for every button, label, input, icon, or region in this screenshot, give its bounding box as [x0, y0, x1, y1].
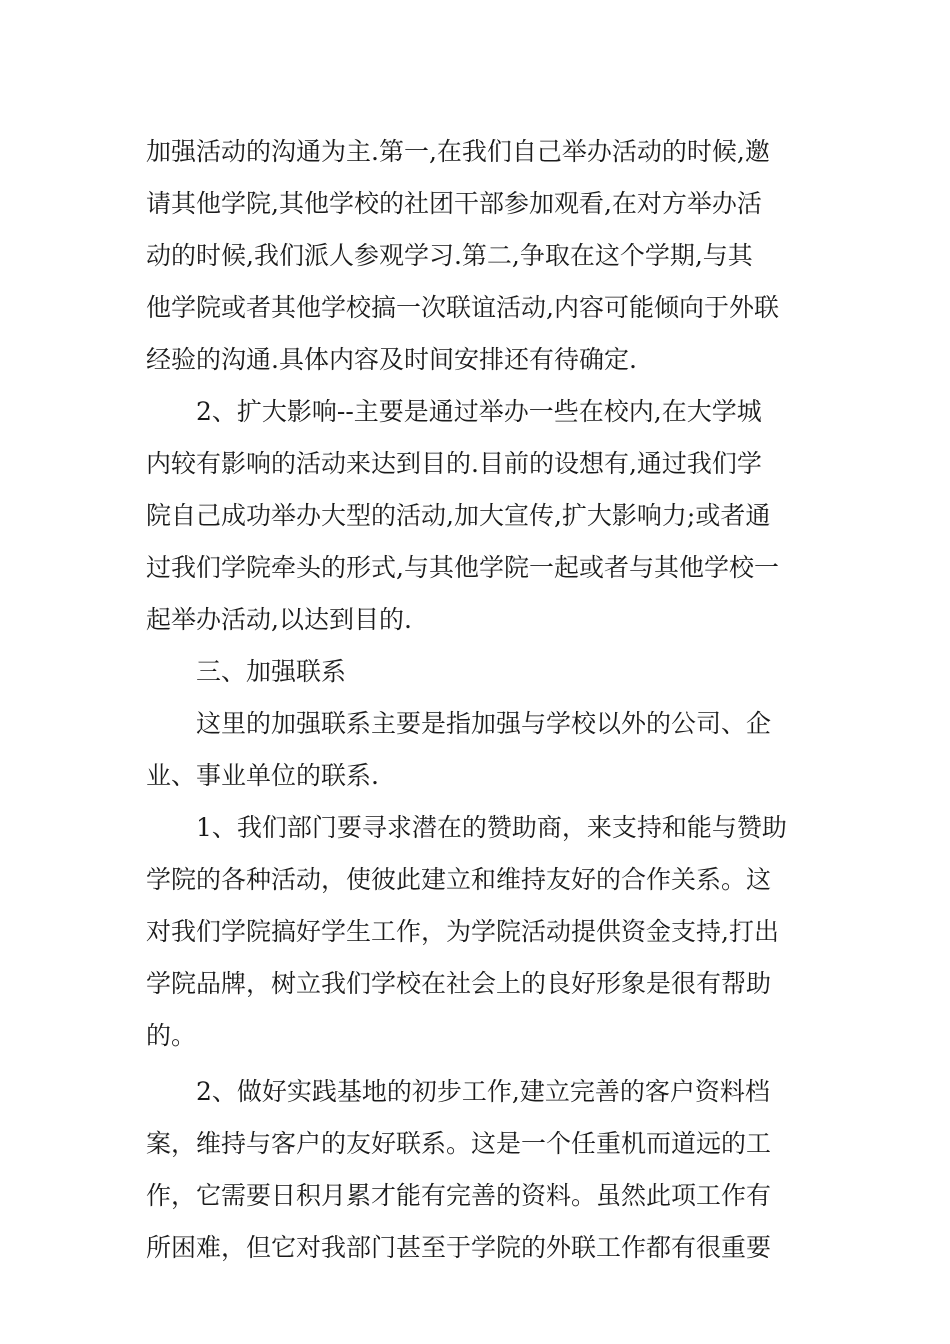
- text-line: 动的时候,我们派人参观学习.第二,争取在这个学期,与其: [146, 241, 753, 270]
- text-line: 学院的各种活动，使彼此建立和维持友好的合作关系。这: [146, 865, 772, 894]
- text-line: 过我们学院牵头的形式,与其他学院一起或者与其他学校一: [146, 553, 779, 582]
- paragraph-start-line: 这里的加强联系主要是指加强与学校以外的公司、企: [196, 709, 772, 738]
- text-line: 起举办活动,以达到目的.: [146, 605, 412, 634]
- text-line: 的。: [146, 1021, 197, 1050]
- text-line: 案，维持与客户的友好联系。这是一个任重机而道远的工: [146, 1129, 772, 1158]
- text-line: 作，它需要日积月累才能有完善的资料。虽然此项工作有: [146, 1181, 772, 1210]
- document-body: [146, 126, 806, 1274]
- text-line: 学院品牌，树立我们学校在社会上的良好形象是很有帮助: [146, 969, 772, 998]
- paragraph-start-line: 1、我们部门要寻求潜在的赞助商，来支持和能与赞助: [196, 813, 787, 842]
- text-line: 请其他学院,其他学校的社团干部参加观看,在对方举办活: [146, 189, 762, 218]
- text-line: 对我们学院搞好学生工作，为学院活动提供资金支持,打出: [146, 917, 779, 946]
- text-line: 业、事业单位的联系.: [146, 761, 379, 790]
- text-line: 所困难，但它对我部门甚至于学院的外联工作都有很重要: [146, 1233, 772, 1262]
- text-line: 内较有影响的活动来达到目的.目前的设想有,通过我们学: [146, 449, 762, 478]
- text-line: 经验的沟通.具体内容及时间安排还有待确定.: [146, 345, 637, 374]
- section-heading: 三、加强联系: [196, 657, 347, 686]
- paragraph-start-line: 2、做好实践基地的初步工作,建立完善的客户资料档: [196, 1077, 770, 1106]
- paragraph-start-line: 2、扩大影响--主要是通过举办一些在校内,在大学城: [196, 397, 762, 426]
- text-line: 加强活动的沟通为主.第一,在我们自己举办活动的时候,邀: [146, 137, 770, 166]
- text-line: 他学院或者其他学校搞一次联谊活动,内容可能倾向于外联: [146, 293, 779, 322]
- text-line: 院自己成功举办大型的活动,加大宣传,扩大影响力;或者通: [146, 501, 771, 530]
